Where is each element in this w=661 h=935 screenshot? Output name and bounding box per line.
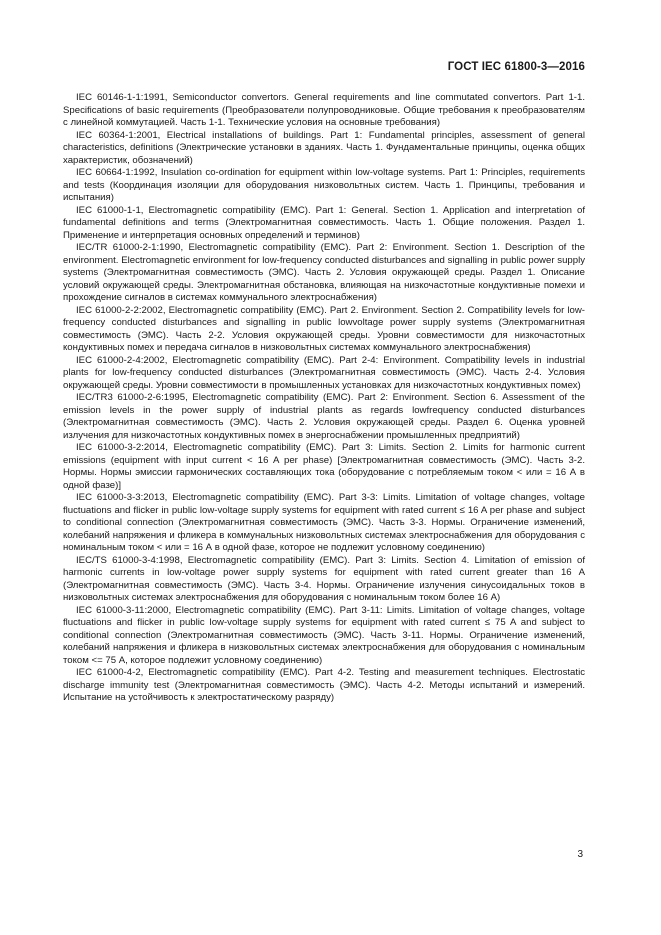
reference-item: IEC 61000-3-2:2014, Electromagnetic compatibility (EMC). Part 3: Limits. Section 2. Limits for harmonic current emissions (equipment with input current < 16 A per phase) [Электромагнитная совместимость (ЭМС). Часть 3-2. Нормы. Нормы эмиссии гармонических составляющих тока (оборудование с потребляемым током < или = 16 А в одной фазе)] [63,442,585,491]
reference-item: IEC 61000-2-4:2002, Electromagnetic compatibility (EMC). Part 2-4: Environment. Compatibility levels in industrial plants for low-frequency conducted disturbances (Электромагнитная совместимость (ЭМС). Часть 2-4. Условия окружающей среды. Уровни совместимости в промышленных установках для низкочастотных кондуктивных помех) [63,354,585,391]
reference-list [63,92,585,705]
reference-item: IEC 60146-1-1:1991, Semiconductor convertors. General requirements and line commutated convertors. Part 1-1. Specifications of basic requirements (Преобразователи полупроводниковые. Общие требования к преобразователям с линейной коммутацией. Часть 1-1. Технические условия на основные требования) [63,92,585,128]
page-number: 3 [577,849,583,860]
reference-item: IEC/TR3 61000-2-6:1995, Electromagnetic compatibility (EMC). Part 2: Environment. Section 6. Assessment of the emission levels in the power supply of industrial plants as regards lowfrequency conducted disturbances (Электромагнитная совместимость (ЭМС). Часть 2. Условия окружающей среды. Раздел 6. Оценка уровней излучения для низкочастотных кондуктивных помех в энергоснабжении промышленных предприятий) [63,392,585,441]
reference-item: IEC 60364-1:2001, Electrical installations of buildings. Part 1: Fundamental principles, assessment of general characteristics, definitions (Электрические установки в зданиях. Часть 1. Фундаментальные принципы, оценка общих характеристик, обозначений) [63,129,585,166]
reference-item: IEC/TS 61000-3-4:1998, Electromagnetic compatibility (EMC). Part 3: Limits. Section 4. Limitation of emission of harmonic currents in low-voltage power supply systems for equipment with rated current greater than 16 A (Электромагнитная совместимость (ЭМС). Часть 3-4. Нормы. Ограничение излучения синусоидальных токов в низковольтных системах электроснабжения для оборудования с номинальным током более 16 А) [63,554,585,603]
reference-item: IEC 60664-1:1992, Insulation co-ordination for equipment within low-voltage systems. Part 1: Principles, requirements and tests (Координация изоляции для оборудования низковольтных систем. Часть 1. Принципы, требования и испытания) [63,167,585,203]
reference-item: IEC 61000-3-3:2013, Electromagnetic compatibility (EMC). Part 3-3: Limits. Limitation of voltage changes, voltage fluctuations and flicker in public low-voltage supply systems for equipment with rated current ≤ 16 A per phase and subject to conditional connection (Электромагнитная совместимость (ЭМС). Часть 3-3. Нормы. Ограничение изменений, колебаний напряжения и фликера в коммунальных низковольтных системах электроснабжения для оборудования с номинальным током < или = 16 А в одной фазе, которое не подлежит условному соединению) [63,492,585,553]
reference-item: IEC 61000-4-2, Electromagnetic compatibility (EMC). Part 4-2. Testing and measurement techniques. Electrostatic discharge immunity test (Электромагнитная совместимость (ЭМС). Часть 4-2. Методы испытаний и измерений. Испытание на устойчивость к электростатическому разряду) [63,667,585,703]
reference-item: IEC 61000-3-11:2000, Electromagnetic compatibility (EMC). Part 3-11: Limits. Limitation of voltage changes, voltage fluctuations and flicker in public low-voltage supply systems for equipment with rated current ≤ 75 A and subject to conditional connection (Электромагнитная совместимость (ЭМС). Часть 3-11. Нормы. Ограничение изменений, колебаний напряжения и фликера в низковольтных системах электроснабжения для оборудования с номинальным током <= 75 А, которое подлежит условному соединению) [63,604,585,666]
reference-item: IEC 61000-1-1, Electromagnetic compatibility (EMC). Part 1: General. Section 1. Application and interpretation of fundamental definitions and terms (Электромагнитная совместимость. Часть 1. Общие положения. Раздел 1. Применение и интерпретация основных определений и терминов) [63,204,585,241]
reference-item: IEC/TR 61000-2-1:1990, Electromagnetic compatibility (EMC). Part 2: Environment. Section 1. Description of the environment. Electromagnetic environment for low-frequency conducted disturbances and signalling in public power supply systems (Электромагнитная совместимость (ЭМС). Часть 2. Условия окружающей среды. Раздел 1. Описание условий окружающей среды. Электромагнитная обстановка, влияющая на низкочастотные кондуктивные помехи и прохождение сигналов в системах коммунального электроснабжения) [63,242,585,303]
document-header: ГОСТ IEC 61800-3—2016 [447,61,585,73]
reference-item: IEC 61000-2-2:2002, Electromagnetic compatibility (EMC). Part 2. Environment. Section 2. Compatibility levels for low-frequency conducted disturbances and signalling in public lowvoltage power supply systems (Электромагнитная совместимость (ЭМС). Часть 2-2. Условия окружающей среды. Уровни совместимости для низкочастотных кондуктивных помех и передача сигналов в низковольтных системах коммунального электроснабжения) [63,304,585,353]
